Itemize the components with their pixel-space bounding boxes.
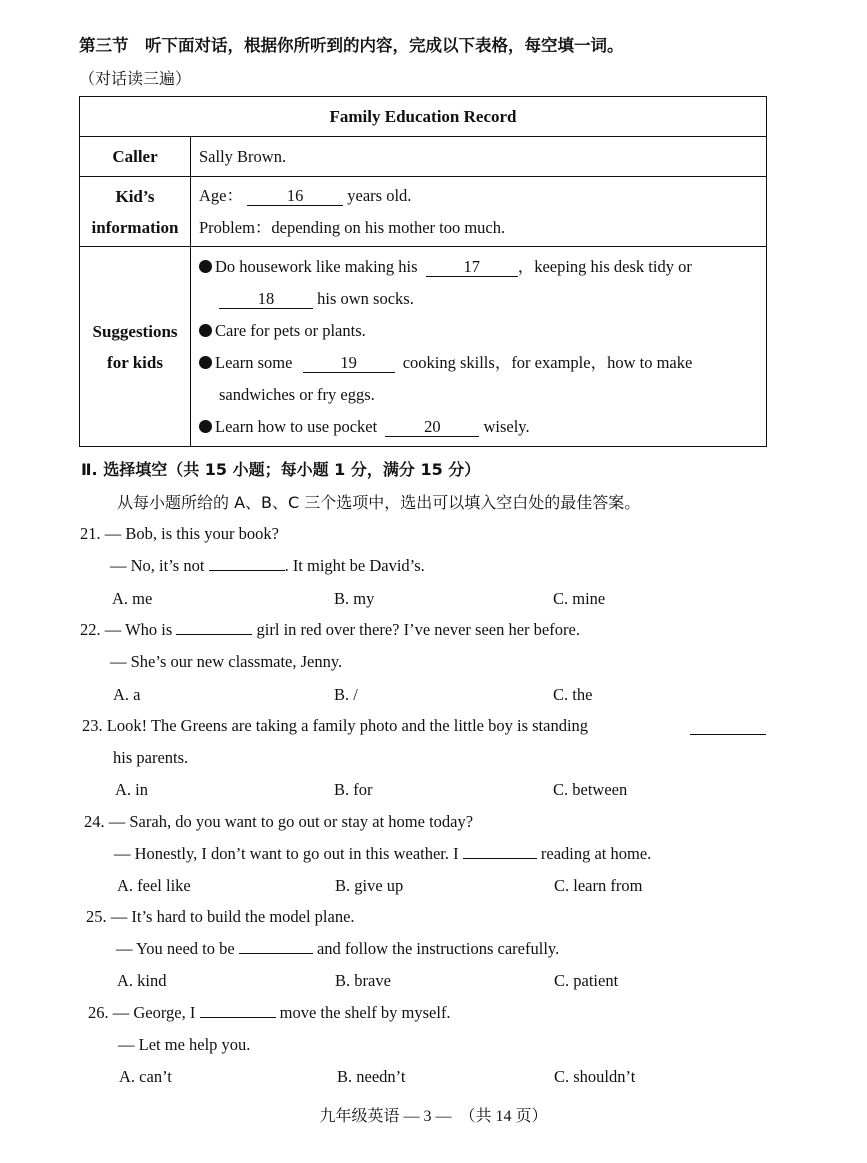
question-26-line1 xyxy=(88,1003,451,1023)
bullet-icon xyxy=(199,356,212,369)
kid-label-line1: Kid’s xyxy=(115,186,155,206)
option-b[interactable]: B. brave xyxy=(335,971,391,990)
question-text: move the shelf by myself. xyxy=(279,1003,451,1022)
kid-info-content xyxy=(191,177,767,247)
option-c[interactable]: C. the xyxy=(553,685,593,704)
bullet-icon xyxy=(199,324,212,337)
question-text: — George, I xyxy=(112,1003,196,1022)
option-c[interactable]: C. between xyxy=(553,780,628,799)
question-23-line2: his parents. xyxy=(113,748,189,767)
suggest-label-line1: Suggestions xyxy=(92,321,178,341)
suggestion-1-cont xyxy=(199,283,766,315)
question-26-line2: — Let me help you. xyxy=(118,1035,251,1054)
question-text: Look! The Greens are taking a family photo and the little boy is standing xyxy=(106,716,589,735)
suggestion-4 xyxy=(199,411,766,443)
kid-info-label xyxy=(80,177,191,247)
answer-blank[interactable] xyxy=(200,1017,276,1018)
section-heading: 第三节 听下面对话，根据你所听到的内容，完成以下表格，每空填一词。 xyxy=(79,36,624,55)
suggestions-label xyxy=(80,247,191,447)
section-note: （对话读三遍） xyxy=(79,69,192,88)
question-text: — No, it’s not xyxy=(110,556,205,575)
s1-text-a: Do housework like making his xyxy=(215,256,418,276)
question-25-line1 xyxy=(86,907,355,927)
question-number: 25. xyxy=(86,907,107,926)
answer-blank[interactable] xyxy=(176,634,252,635)
question-23-line1 xyxy=(82,716,588,736)
question-22-line2: — She’s our new classmate, Jenny. xyxy=(110,652,343,671)
option-c[interactable]: C. learn from xyxy=(554,876,643,895)
question-text: . It might be David’s. xyxy=(284,556,425,575)
blank-19[interactable]: 19 xyxy=(303,354,395,373)
question-text: — Who is xyxy=(104,620,173,639)
blank-16[interactable]: 16 xyxy=(247,187,343,206)
blank-20[interactable]: 20 xyxy=(385,418,479,437)
option-b[interactable]: B. for xyxy=(334,780,373,799)
question-22-line1 xyxy=(80,620,580,640)
answer-blank[interactable] xyxy=(463,858,537,859)
s4-text-b: wisely. xyxy=(483,416,530,436)
suggestion-3 xyxy=(199,347,766,379)
suggestion-3-cont: sandwiches or fry eggs. xyxy=(219,384,375,404)
question-21-line2 xyxy=(110,556,425,576)
bullet-icon xyxy=(199,420,212,433)
option-c[interactable]: C. shouldn’t xyxy=(554,1067,636,1086)
question-number: 24. xyxy=(84,812,105,831)
option-a[interactable]: A. a xyxy=(113,685,141,704)
option-a[interactable]: A. kind xyxy=(117,971,167,990)
part2-heading: Ⅱ. 选择填空（共 15 小题；每小题 1 分，满分 15 分） xyxy=(81,460,481,479)
s1-text-b: ，keeping his desk tidy or xyxy=(517,256,692,276)
question-text: — Honestly, I don’t want to go out in this weather. I xyxy=(114,844,459,863)
question-number: 23. xyxy=(82,716,103,735)
question-text: — Sarah, do you want to go out or stay at home today? xyxy=(108,812,474,831)
part2-instruction: 从每小题所给的 A、B、C 三个选项中，选出可以填入空白处的最佳答案。 xyxy=(117,493,641,512)
kid-label-line2: information xyxy=(91,217,179,237)
s3-text-a: Learn some xyxy=(215,352,293,372)
option-b[interactable]: B. / xyxy=(334,685,358,704)
blank-17[interactable]: 17 xyxy=(426,258,518,277)
question-text: — It’s hard to build the model plane. xyxy=(110,907,355,926)
question-text: — You need to be xyxy=(116,939,235,958)
table-title: Family Education Record xyxy=(80,97,767,137)
question-24-line2 xyxy=(114,844,651,864)
answer-blank[interactable] xyxy=(209,570,285,571)
question-text: reading at home. xyxy=(540,844,652,863)
s2-text: Care for pets or plants. xyxy=(215,320,366,340)
option-b[interactable]: B. give up xyxy=(335,876,404,895)
age-suffix: years old. xyxy=(347,185,412,205)
s1-text-c: his own socks. xyxy=(317,288,414,308)
suggestions-content xyxy=(191,247,767,447)
bullet-icon xyxy=(199,260,212,273)
caller-value: Sally Brown. xyxy=(191,137,767,177)
option-a[interactable]: A. can’t xyxy=(119,1067,172,1086)
question-text: girl in red over there? I’ve never seen her before. xyxy=(256,620,580,639)
s3-text-b: cooking skills，for example，how to make xyxy=(402,352,693,372)
option-b[interactable]: B. needn’t xyxy=(337,1067,406,1086)
question-number: 22. xyxy=(80,620,101,639)
answer-blank[interactable] xyxy=(690,716,766,735)
page-footer: 九年级英语 — 3 — （共 14 页） xyxy=(319,1108,548,1125)
question-number: 26. xyxy=(88,1003,109,1022)
blank-18[interactable]: 18 xyxy=(219,290,313,309)
suggest-label-line2: for kids xyxy=(107,352,163,372)
question-21-line1 xyxy=(80,524,279,544)
question-text: and follow the instructions carefully. xyxy=(316,939,560,958)
age-line xyxy=(199,180,766,212)
option-a[interactable]: A. feel like xyxy=(117,876,191,895)
option-a[interactable]: A. me xyxy=(112,589,153,608)
suggestion-1 xyxy=(199,251,766,283)
caller-label: Caller xyxy=(80,137,191,177)
suggestion-2 xyxy=(199,315,766,347)
answer-blank[interactable] xyxy=(239,953,313,954)
problem-line: Problem：depending on his mother too much. xyxy=(199,217,506,237)
option-b[interactable]: B. my xyxy=(334,589,375,608)
question-text: — Bob, is this your book? xyxy=(104,524,279,543)
question-number: 21. xyxy=(80,524,101,543)
option-c[interactable]: C. patient xyxy=(554,971,619,990)
age-prefix: Age： xyxy=(199,185,243,205)
question-25-line2 xyxy=(116,939,559,959)
family-education-record-table xyxy=(79,96,767,447)
option-c[interactable]: C. mine xyxy=(553,589,606,608)
option-a[interactable]: A. in xyxy=(115,780,148,799)
s4-text-a: Learn how to use pocket xyxy=(215,416,378,436)
question-24-line1 xyxy=(84,812,473,832)
